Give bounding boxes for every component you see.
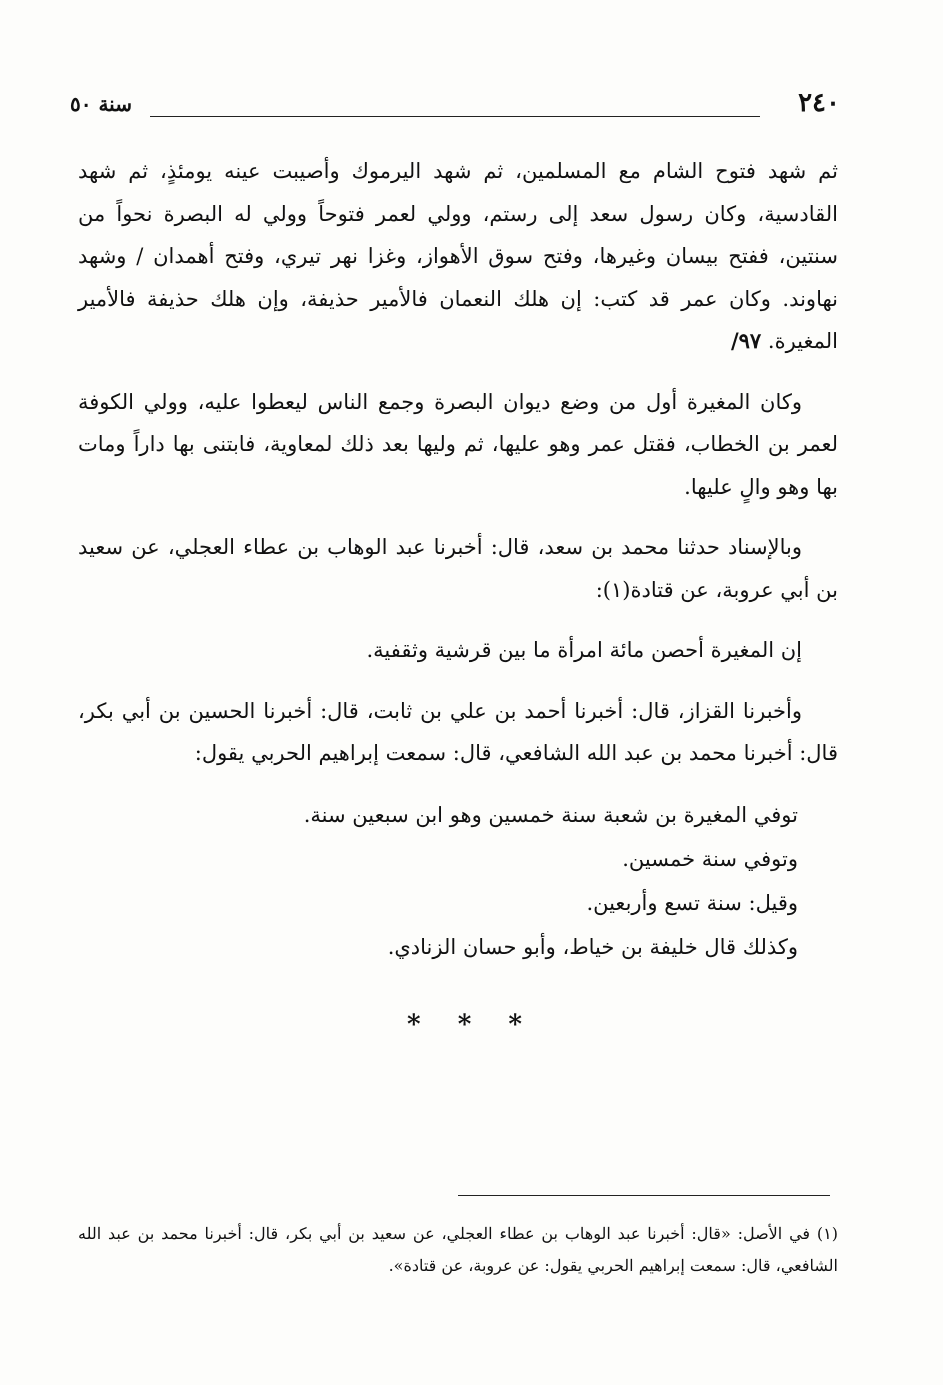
paragraph: وأخبرنا القزاز، قال: أخبرنا أحمد بن علي بن ثابت، قال: أخبرنا الحسين بن أبي بكر، قال: أخبرنا محمد بن عبد الله الشافعي، قال: سمعت إبراهيم الحربي يقول: bbox=[78, 698, 838, 765]
footnote-rule bbox=[458, 1195, 830, 1196]
paragraph-text: ثم شهد فتوح الشام مع المسلمين، ثم شهد اليرموك وأصيبت عينه يومئذٍ، ثم شهد القادسية، وكان رسول سعد إلى رستم، وولي لعمر فتوحاً وولي له البصرة نحواً من سنتين، ففتح بيسان وغيرها، وفتح سوق الأهواز، وغزا نهر تيري، وفتح أهمدان / وشهد نهاوند. وكان عمر قد كتب: إن هلك النعمان فالأمير حذيفة، وإن هلك حذيفة فالأمير المغيرة. bbox=[78, 159, 838, 353]
page-header bbox=[70, 88, 840, 128]
quote-line: وقيل: سنة تسع وأربعين. bbox=[586, 890, 798, 915]
running-title: سنة ٥٠ bbox=[70, 92, 132, 116]
page-number: ٢٤٠ bbox=[798, 88, 840, 118]
section-separator: * * * bbox=[407, 1010, 536, 1040]
paragraph: وبالإسناد حدثنا محمد بن سعد، قال: أخبرنا عبد الوهاب بن عطاء العجلي، عن سعيد بن أبي عروبة، عن قتادة(١): bbox=[78, 535, 838, 602]
quote-line: وكذلك قال خليفة بن خياط، وأبو حسان الزنادي. bbox=[387, 934, 798, 959]
header-rule bbox=[150, 116, 760, 117]
footnotes bbox=[78, 1218, 838, 1282]
paragraph bbox=[78, 150, 838, 363]
paragraph: وكان المغيرة أول من وضع ديوان البصرة وجمع الناس ليعطوا عليه، وولي الكوفة لعمر بن الخطاب، فقتل عمر وهو عليها، ثم وليها بعد ذلك لمعاوية، فابتنى بها داراً ومات بها وهو والٍ عليها. bbox=[78, 389, 838, 499]
quote-block bbox=[78, 793, 838, 969]
footnote: (١) في الأصل: «قال: أخبرنا عبد الوهاب بن عطاء العجلي، عن سعيد بن أبي بكر، قال: أخبرنا محمد بن عبد الله الشافعي، قال: سمعت إبراهيم الحربي يقول: عن عروبة، عن قتادة». bbox=[78, 1224, 838, 1275]
paragraph: إن المغيرة أحصن مائة امرأة ما بين قرشية وثقفية. bbox=[366, 638, 802, 662]
quote-line: توفي المغيرة بن شعبة سنة خمسين وهو ابن سبعين سنة. bbox=[303, 802, 798, 827]
quote-line: وتوفي سنة خمسين. bbox=[622, 846, 798, 871]
margin-folio-note: ٩٧/ bbox=[730, 328, 762, 353]
main-text bbox=[78, 150, 838, 969]
